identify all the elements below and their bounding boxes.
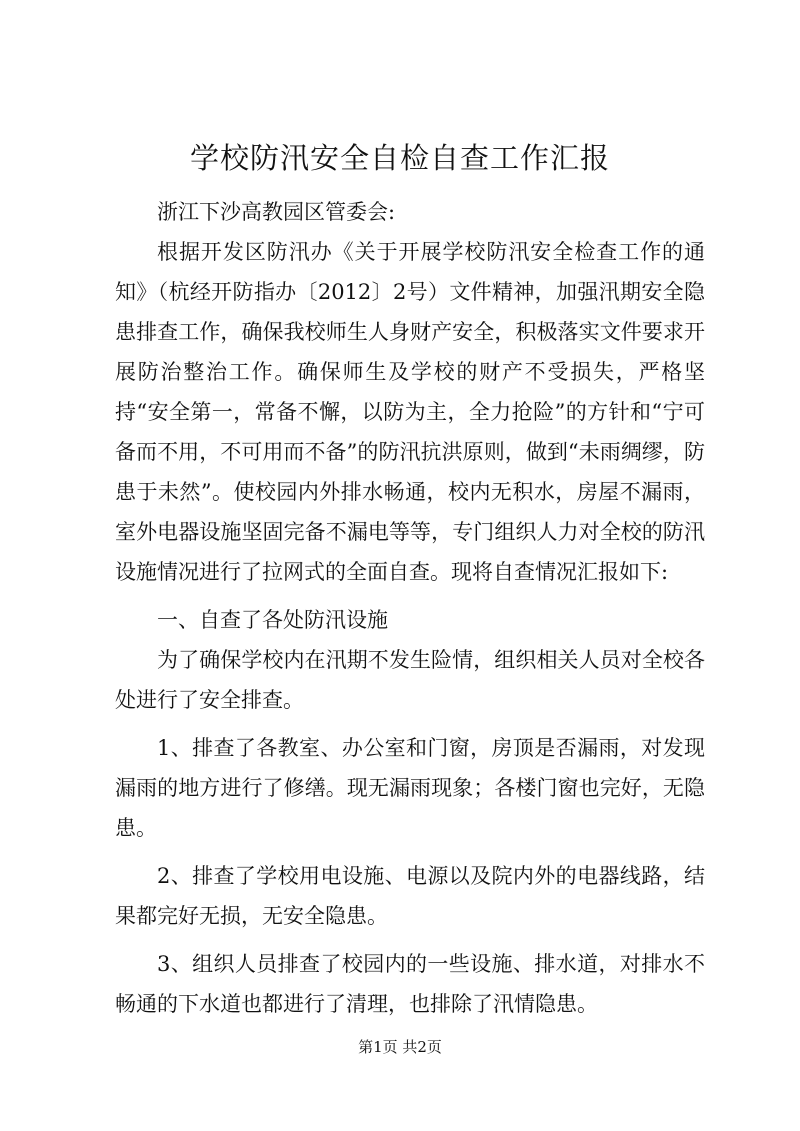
page-number-footer: 第1页 共2页: [358, 1038, 442, 1056]
document-body: [115, 192, 705, 1032]
section-intro-paragraph: 为了确保学校内在汛期不发生险情，组织相关人员对全校各处进行了安全排查。: [115, 648, 705, 712]
section-heading: 一、自查了各处防汛设施: [157, 608, 388, 632]
item-1-paragraph: 1、排查了各教室、办公室和门窗，房顶是否漏雨，对发现漏雨的地方进行了修缮。现无漏雨现象；各楼门窗也完好，无隐患。: [115, 736, 705, 840]
addressee-paragraph: 浙江下沙高教园区管委会:: [157, 200, 396, 224]
item-3-paragraph: 3、组织人员排查了校园内的一些设施、排水道，对排水不畅通的下水道也都进行了清理，也排除了汛情隐患。: [115, 952, 705, 1016]
item-2-paragraph: 2、排查了学校用电设施、电源以及院内外的电器线路，结果都完好无损，无安全隐患。: [115, 864, 705, 928]
intro-paragraph: 根据开发区防汛办《关于开展学校防汛安全检查工作的通知》（杭经开防指办〔2012〕2号）文件精神，加强汛期安全隐患排查工作，确保我校师生人身财产安全，积极落实文件要求开展防治整治工作。确保师生及学校的财产不受损失，严格坚持“安全第一，常备不懈，以防为主，全力抢险”的方针和“宁可备而不用，不可用而不备”的防汛抗洪原则，做到“未雨绸缪，防患于未然”。使校园内外排水畅通，校内无积水，房屋不漏雨，室外电器设施坚固完备不漏电等等，专门组织人力对全校的防汛设施情况进行了拉网式的全面自查。现将自查情况汇报如下:: [115, 240, 705, 584]
document-title: 学校防汛安全自检自查工作汇报: [189, 141, 610, 175]
